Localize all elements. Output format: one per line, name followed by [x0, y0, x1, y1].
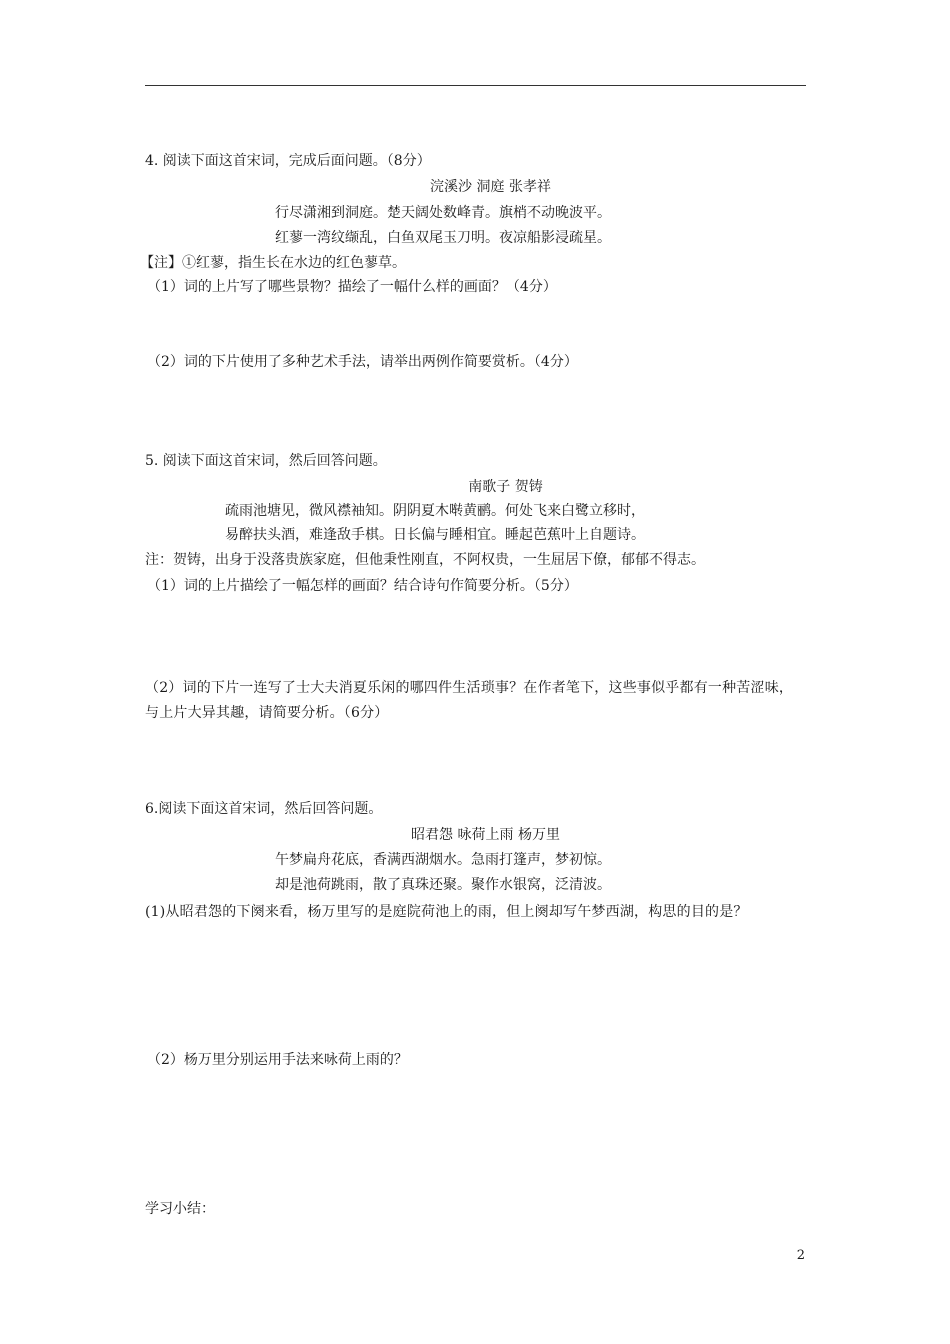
- q6-subquestion-2: （2）杨万里分别运用手法来咏荷上雨的？: [147, 1052, 408, 1068]
- q4-note: 【注】①红蓼，指生长在水边的红色蓼草。: [140, 255, 406, 271]
- q4-poem-line-2: 红蓼一湾纹缬乱，白鱼双尾玉刀明。夜凉船影浸疏星。: [275, 230, 611, 246]
- header-rule: [145, 85, 806, 86]
- q5-subquestion-1: （1）词的上片描绘了一幅怎样的画面？结合诗句作简要分析。（5分）: [147, 578, 578, 594]
- study-summary-label: 学习小结：: [145, 1201, 215, 1217]
- q4-prompt: 4. 阅读下面这首宋词，完成后面问题。（8分）: [145, 153, 431, 169]
- q6-prompt: 6.阅读下面这首宋词，然后回答问题。: [145, 801, 383, 817]
- q5-poem-line-2: 易醉扶头酒，难逢敌手棋。日长偏与睡相宜。睡起芭蕉叶上自题诗。: [225, 527, 645, 543]
- q6-poem-title: 昭君怨 咏荷上雨 杨万里: [411, 827, 560, 843]
- q4-subquestion-1: （1）词的上片写了哪些景物？描绘了一幅什么样的画面？（4分）: [147, 279, 557, 295]
- q4-poem-title: 浣溪沙 洞庭 张孝祥: [430, 179, 551, 195]
- q4-poem-line-1: 行尽潇湘到洞庭。楚天阔处数峰青。旗梢不动晚波平。: [275, 205, 611, 221]
- q5-subquestion-2: （2）词的下片一连写了士大夫消夏乐闲的哪四件生活琐事？在作者笔下，这些事似乎都有一种苦涩味，与上片大异其趣，请简要分析。（6分）: [145, 680, 794, 721]
- q5-note: 注：贺铸，出身于没落贵族家庭，但他秉性刚直，不阿权贵，一生屈居下僚，郁郁不得志。: [145, 552, 705, 568]
- q5-poem-line-1: 疏雨池塘见，微风襟袖知。阴阴夏木啭黄鹂。何处飞来白鹭立移时，: [225, 503, 645, 519]
- q6-poem-line-2: 却是池荷跳雨，散了真珠还聚。聚作水银窝，泛清波。: [275, 877, 611, 893]
- q6-poem-line-1: 午梦扁舟花底，香满西湖烟水。急雨打篷声，梦初惊。: [275, 852, 611, 868]
- q6-subquestion-1: (1)从昭君怨的下阕来看，杨万里写的是庭院荷池上的雨，但上阕却写午梦西湖，构思的目的是？: [145, 904, 748, 920]
- page-number: 2: [796, 1248, 805, 1263]
- q5-poem-title: 南歌子 贺铸: [468, 479, 543, 495]
- q5-prompt: 5. 阅读下面这首宋词，然后回答问题。: [145, 453, 387, 469]
- q4-subquestion-2: （2）词的下片使用了多种艺术手法，请举出两例作简要赏析。（4分）: [147, 354, 578, 370]
